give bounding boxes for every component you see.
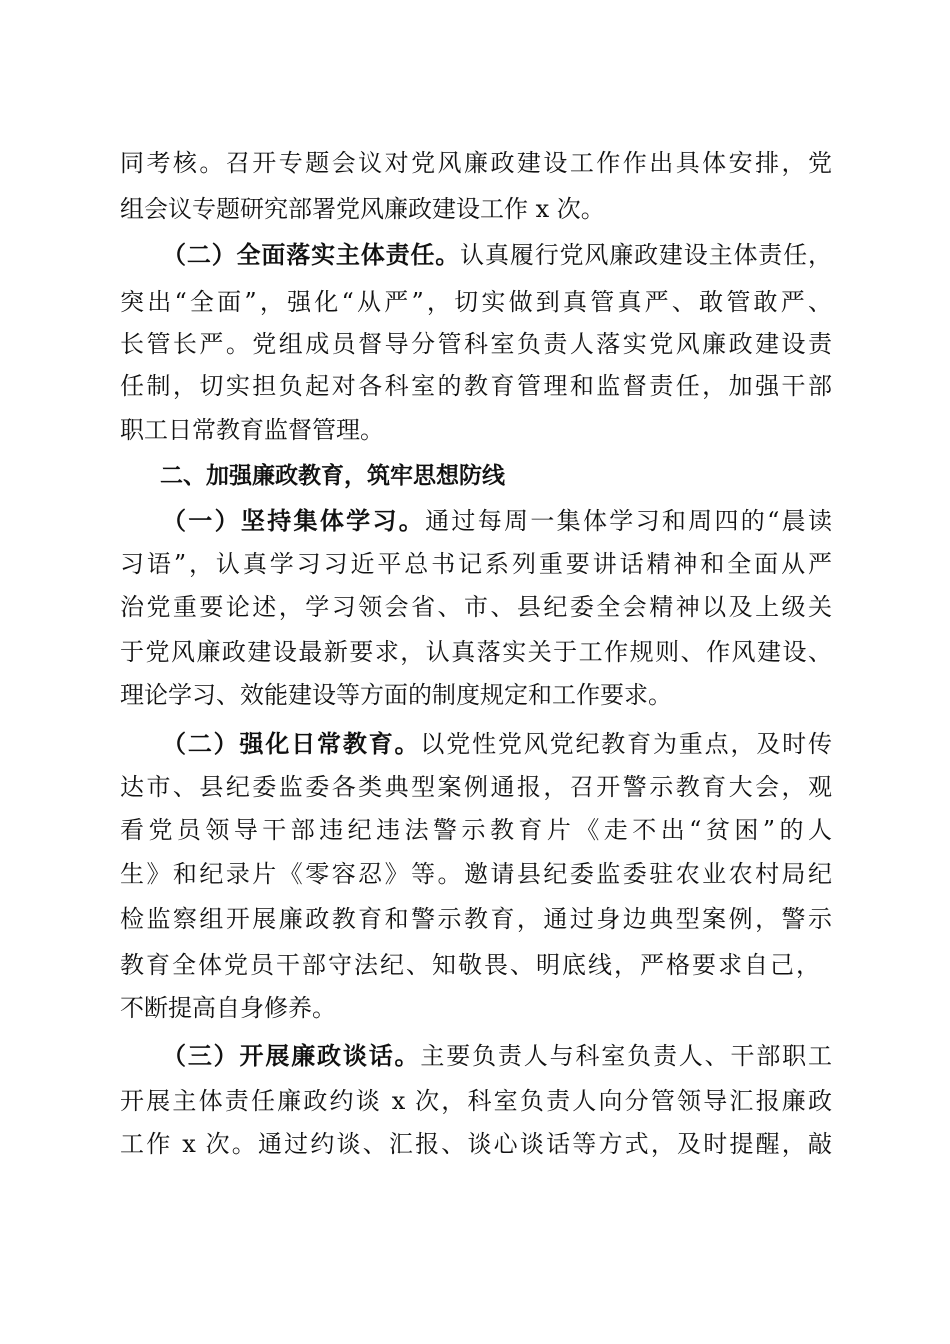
p2-line-5: 职工日常教育监督管理。	[120, 416, 384, 444]
p3-line-3: 治党重要论述，学习领会省、市、县纪委全会精神以及上级关	[120, 593, 832, 621]
p3-lead: （一）坚持集体学习。	[162, 507, 426, 535]
p3-line-2: 习语”，认真学习习近平总书记系列重要讲话精神和全面从严	[120, 550, 832, 578]
p4-line-4: 生》和纪录片《零容忍》等。邀请县纪委监委驻农业农村局纪	[120, 860, 832, 888]
p2-line-1	[162, 233, 832, 277]
p1-line-2: 组会议专题研究部署党风廉政建设工作 x 次。	[120, 195, 605, 223]
p2-line-2: 突出“全面”，强化“从严”，切实做到真管真严、敢管敢严、	[120, 288, 832, 316]
p4-line-1	[162, 722, 832, 766]
p1-line-1: 同考核。召开专题会议对党风廉政建设工作作出具体安排，党	[120, 149, 832, 177]
p4-line-6: 教育全体党员干部守法纪、知敬畏、明底线，严格要求自己，	[120, 951, 820, 979]
p4-line-1-text: 以党性党风党纪教育为重点，及时传	[420, 730, 833, 758]
p2-lead: （二）全面落实主体责任。	[162, 241, 461, 269]
p4-lead: （二）强化日常教育。	[162, 730, 421, 758]
p3-line-5: 理论学习、效能建设等方面的制度规定和工作要求。	[120, 681, 672, 709]
p4-line-2: 达市、县纪委监委各类典型案例通报，召开警示教育大会，观	[120, 773, 832, 801]
p4-line-7: 不断提高自身修养。	[120, 994, 336, 1022]
p3-line-4: 于党风廉政建设最新要求，认真落实关于工作规则、作风建设、	[120, 638, 832, 666]
p5-line-1-text: 主要负责人与科室负责人、干部职工	[420, 1042, 833, 1070]
p2-line-3: 长管长严。党组成员督导分管科室负责人落实党风廉政建设责	[120, 330, 832, 358]
section-heading-2: 二、加强廉政教育，筑牢思想防线	[160, 463, 505, 489]
p5-lead: （三）开展廉政谈话。	[162, 1042, 421, 1070]
p2-line-4: 任制，切实担负起对各科室的教育管理和监督责任，加强干部	[120, 372, 832, 400]
p3-line-1	[162, 499, 832, 543]
p5-line-2: 开展主体责任廉政约谈 x 次，科室负责人向分管领导汇报廉政	[120, 1087, 832, 1115]
p4-line-3: 看党员领导干部违纪违法警示教育片《走不出“贫困”的人	[120, 816, 832, 844]
p3-line-1-text: 通过每周一集体学习和周四的“晨读	[425, 507, 832, 535]
p5-line-1	[162, 1034, 832, 1078]
p2-line-1-text: 认真履行党风廉政建设主体责任，	[460, 241, 833, 269]
p5-line-3: 工作 x 次。通过约谈、汇报、谈心谈话等方式，及时提醒，敲	[120, 1130, 832, 1158]
p4-line-5: 检监察组开展廉政教育和警示教育，通过身边典型案例，警示	[120, 905, 832, 933]
